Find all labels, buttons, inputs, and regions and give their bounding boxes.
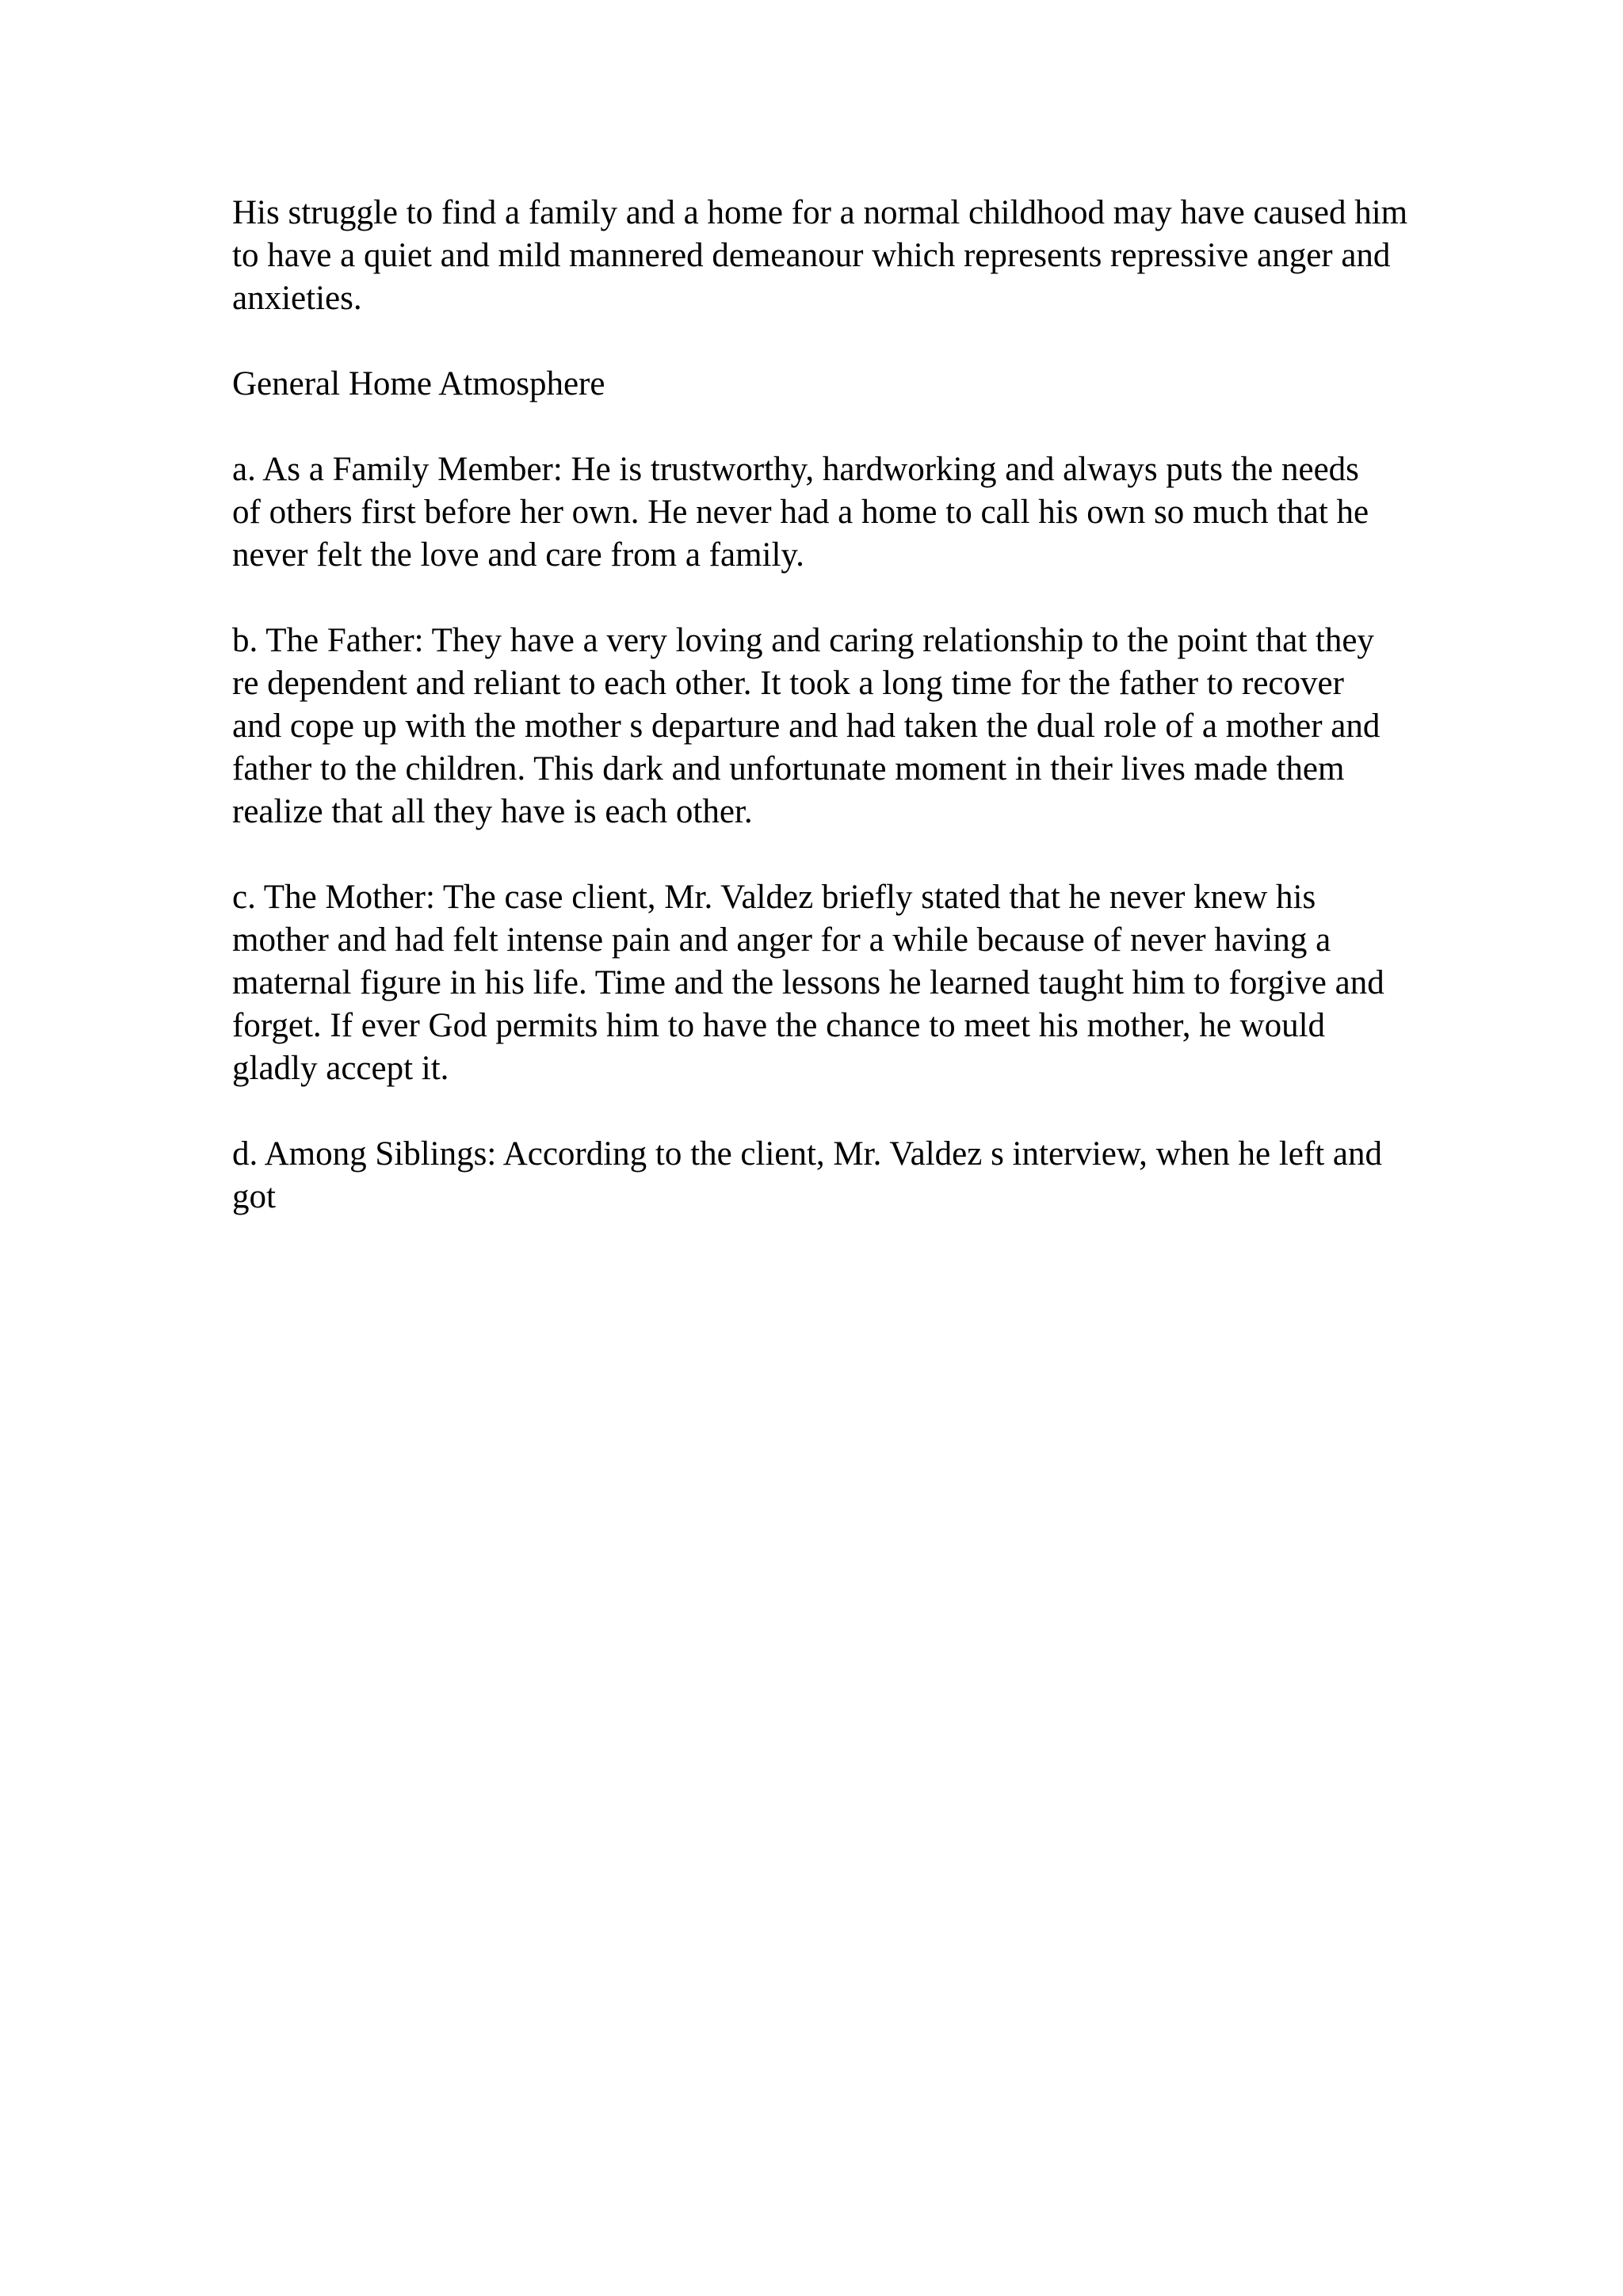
paragraph-family-member: a. As a Family Member: He is trustworthy, hardworking and always puts the needs of others first before her own. He never had a home to call his own so much that he never felt the love and care from a family. — [232, 451, 1369, 574]
paragraph-mother: c. The Mother: The case client, Mr. Valdez briefly stated that he never knew his mother and had felt intense pain and anger for a while because of never having a maternal figure in his life. Time and the lessons he learned taught him to forgive and forget. If ever God permits him to have the chance to meet his mother, he would gladly accept it. — [232, 879, 1384, 1087]
document-body — [232, 192, 1532, 1261]
paragraph-siblings: d. Among Siblings: According to the client, Mr. Valdez s interview, when he left and got — [232, 1135, 1382, 1215]
paragraph-intro: His struggle to find a family and a home for a normal childhood may have caused him to have a quiet and mild mannered demeanour which represents repressive anger and anxieties. — [232, 194, 1408, 317]
paragraph-father: b. The Father: They have a very loving and caring relationship to the point that they re dependent and reliant to each other. It took a long time for the father to recover and cope up with the mother s departure and had taken the dual role of a mother and father to the children. This dark and unfortunate moment in their lives made them realize that all they have is each other. — [232, 622, 1381, 830]
section-heading: General Home Atmosphere — [232, 365, 605, 402]
